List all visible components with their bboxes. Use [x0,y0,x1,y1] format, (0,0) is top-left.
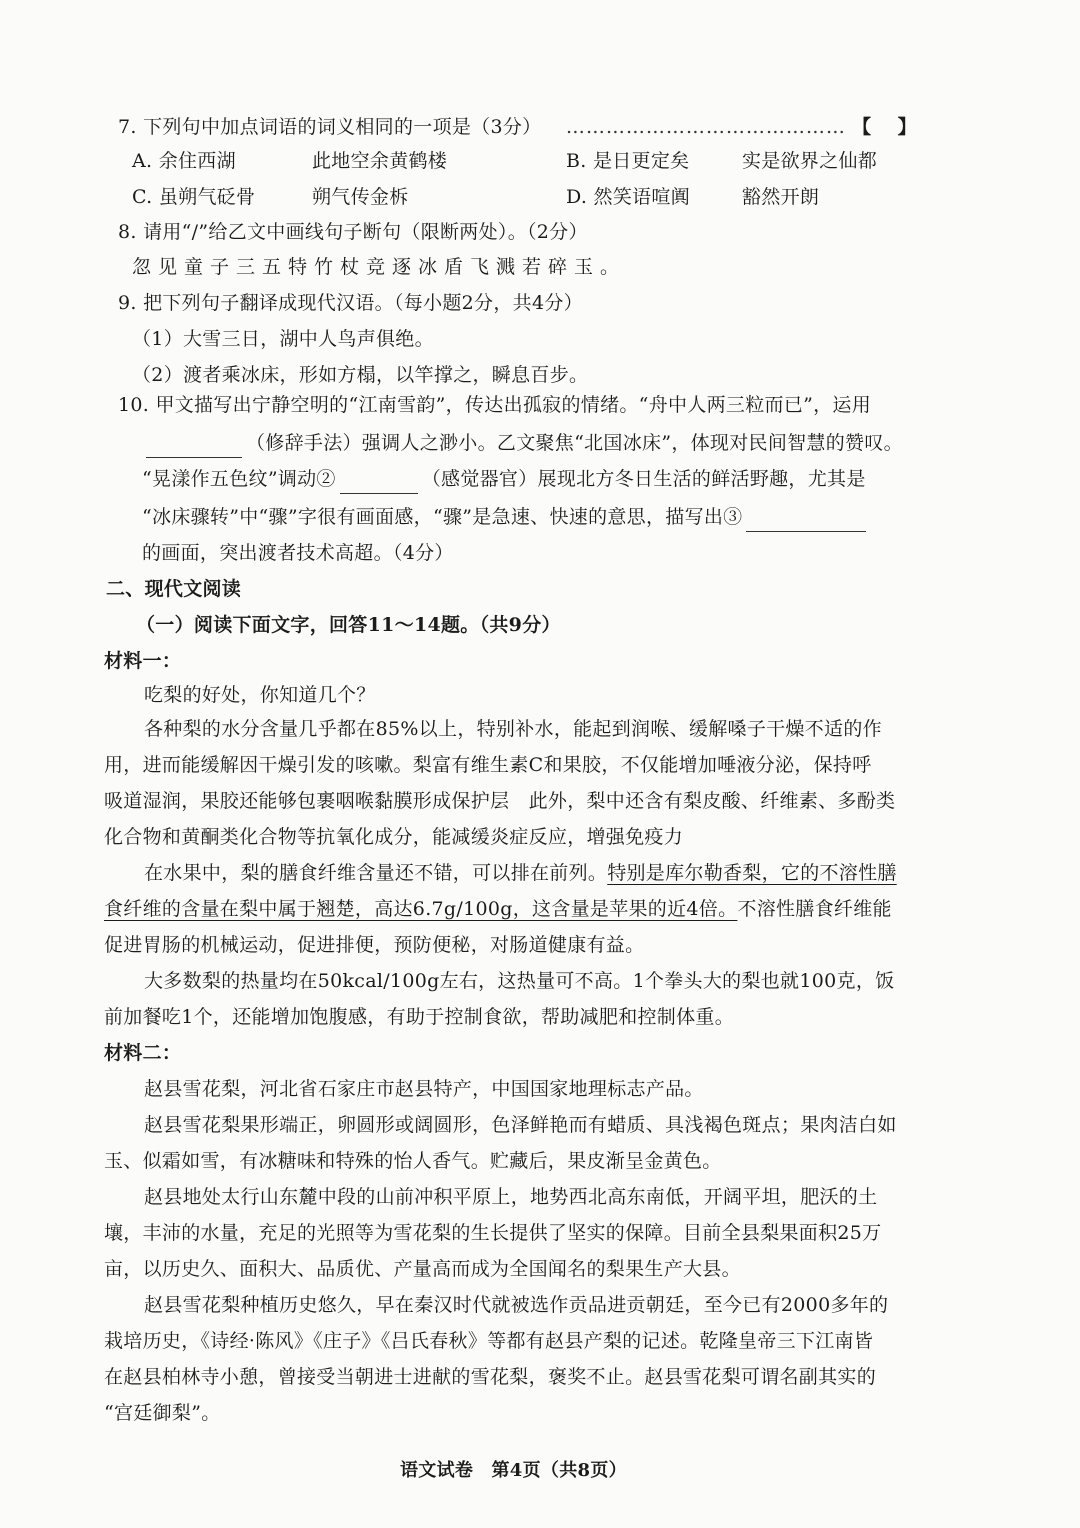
m1-para-3-line-1: 大多数梨的热量均在50kcal/100g左右，这热量可不高。1个拳头大的梨也就100克，饭 [144,970,895,992]
m1-para-1-line-2: 用，进而能缓解因干燥引发的咳嗽。梨富有维生素C和果胶，不仅能增加唾液分泌，保持呼 [104,754,872,776]
underlined-sentence: 特别是库尔勒香梨，它的不溶性膳 [607,862,897,884]
material-2-label: 材料二： [104,1042,182,1064]
m1-para-1-line-3: 吸道湿润，果胶还能够包裹咽喉黏膜形成保护层 此外，梨中还含有梨皮酸、纤维素、多酚类 [104,790,896,812]
m2-para-4-line-1: 赵县雪花梨种植历史悠久，早在秦汉时代就被选作贡品进贡朝廷，至今已有2000多年的 [144,1294,889,1316]
q7-option-d-pair: 豁然开朗 [742,186,820,208]
q10-blank-1[interactable] [146,435,242,458]
q7-option-c-pair: 朔气传金柝 [312,186,409,208]
m2-para-4-line-2: 栽培历史，《诗经·陈风》《庄子》《吕氏春秋》等都有赵县产梨的记述。乾隆皇帝三下江南皆 [104,1330,874,1352]
q10-line-3: “晃漾作五色纹”调动② （感觉器官）展现北方冬日生活的鲜活野趣，尤其是 [142,464,866,494]
m2-para-3-line-3: 亩，以历史久、面积大、品质优、产量高而成为全国闻名的梨果生产大县。 [104,1258,741,1280]
q7-stem: 7. 下列句中加点词语的词义相同的一项是（3分） …………………………………… 【 】 [118,116,917,138]
q7-leader: …………………………………… [565,116,846,138]
m2-para-4-line-4: “宫廷御梨”。 [104,1402,221,1424]
q9-sentence-2: （2）渡者乘冰床，形如方榻，以竿撑之，瞬息百步。 [132,364,589,386]
page-footer: 语文试卷 第4页（共8页） [400,1460,627,1481]
section-subtitle: （一）阅读下面文字，回答11～14题。（共9分） [136,614,561,636]
q7-option-b-pair: 实是欲界之仙都 [742,150,878,172]
q10-line-5: 的画面，突出渡者技术高超。（4分） [142,542,454,564]
q7-option-d-label: D. 然笑语喧阗 [566,186,691,208]
underlined-sentence-cont: 食纤维的含量在梨中属于翘楚，高达6.7g/100g，这含量是苹果的近4倍。 [104,898,738,920]
q10-blank-2[interactable] [340,471,418,494]
q9-sentence-1: （1）大雪三日，湖中人鸟声俱绝。 [132,328,434,350]
m1-para-2-line-3: 促进胃肠的机械运动，促进排便，预防便秘，对肠道健康有益。 [104,934,645,956]
q7-option-a-label: A. 余住西湖 [132,150,236,172]
q10-line-1: 10. 甲文描写出宁静空明的“江南雪韵”，传达出孤寂的情绪。“舟中人两三粒而已”，运用 [118,394,872,416]
material-1-label: 材料一： [104,650,182,672]
q9-stem: 9. 把下列句子翻译成现代汉语。（每小题2分，共4分） [118,292,583,314]
m2-para-4-line-3: 在赵县柏林寺小憩，曾接受当朝进士进献的雪花梨，褒奖不止。赵县雪花梨可谓名副其实的 [104,1366,877,1388]
q7-option-a-pair: 此地空余黄鹤楼 [312,150,448,172]
m1-para-1-line-1: 各种梨的水分含量几乎都在85%以上，特别补水，能起到润喉、缓解嗓子干燥不适的作 [144,718,882,740]
m1-para-0: 吃梨的好处，你知道几个？ [144,684,376,706]
m2-para-2-line-2: 玉、似霜如雪，有冰糖味和特殊的怡人香气。贮藏后，果皮渐呈金黄色。 [104,1150,722,1172]
q7-option-c-label: C. 虽朔气砭骨 [132,186,256,208]
q7-answer-bracket: 【 】 [852,116,917,138]
q10-line-4: “冰床骤转”中“骤”字很有画面感，“骤”是急速、快速的意思，描写出③ [142,502,870,532]
q10-blank-3[interactable] [746,509,866,532]
m2-para-3-line-1: 赵县地处太行山东麓中段的山前冲积平原上，地势西北高东南低，开阔平坦，肥沃的土 [144,1186,878,1208]
m1-para-1-line-4: 化合物和黄酮类化合物等抗氧化成分，能减缓炎症反应，增强免疫力 [104,826,684,848]
m1-para-2-line-2: 食纤维的含量在梨中属于翘楚，高达6.7g/100g，这含量是苹果的近4倍。不溶性膳食纤维能 [104,898,892,920]
q7-option-b-label: B. 是日更定矣 [566,150,690,172]
m1-para-2-line-1: 在水果中，梨的膳食纤维含量还不错，可以排在前列。特别是库尔勒香梨，它的不溶性膳 [144,862,897,884]
q10-line-2: （修辞手法）强调人之渺小。乙文聚焦“北国冰床”，体现对民间智慧的赞叹。 [142,428,903,458]
section-title: 二、现代文阅读 [106,578,242,600]
m2-para-1: 赵县雪花梨，河北省石家庄市赵县特产，中国国家地理标志产品。 [144,1078,704,1100]
m2-para-3-line-2: 壤，丰沛的水量，充足的光照等为雪花梨的生长提供了坚实的保障。目前全县梨果面积25万 [104,1222,882,1244]
m1-para-3-line-2: 前加餐吃1个，还能增加饱腹感，有助于控制食欲，帮助减肥和控制体重。 [104,1006,734,1028]
m2-para-2-line-1: 赵县雪花梨果形端正，卵圆形或阔圆形，色泽鲜艳而有蜡质、具浅褐色斑点；果肉洁白如 [144,1114,897,1136]
q8-sentence: 忽见童子三五特竹杖竞逐冰盾飞溅若碎玉。 [132,256,627,278]
q8-stem: 8. 请用“/”给乙文中画线句子断句（限断两处）。（2分） [118,221,588,243]
